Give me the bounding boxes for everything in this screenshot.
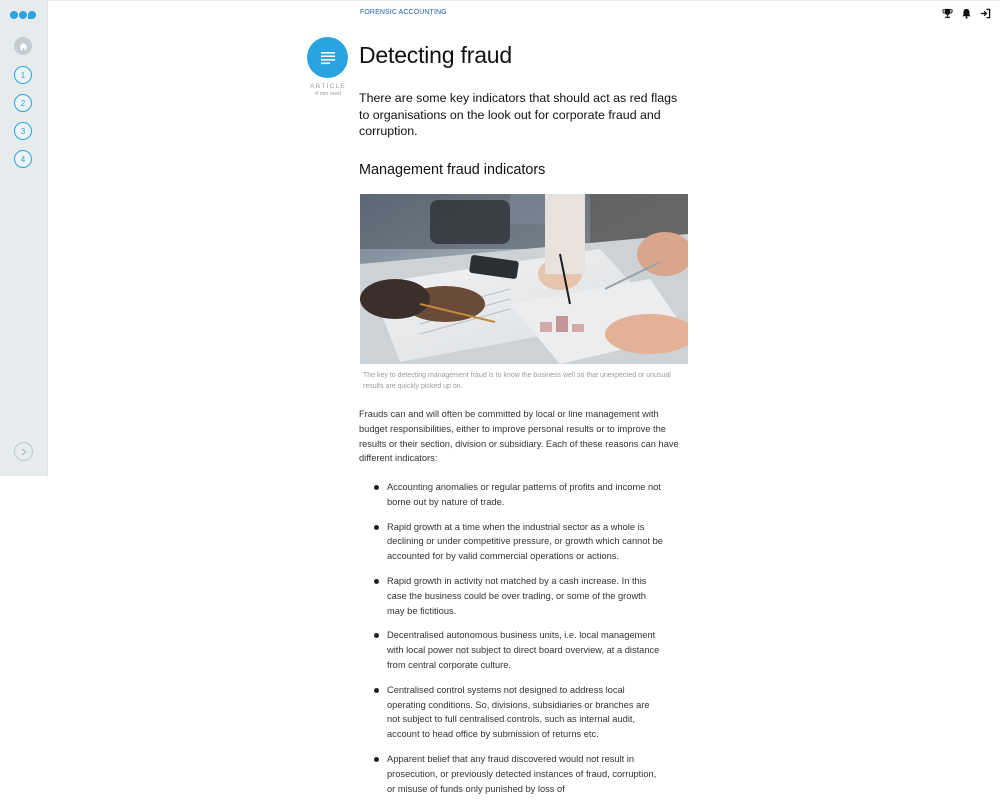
article-type-label: ARTICLE [310, 83, 346, 90]
sidebar [0, 0, 48, 476]
article-type-badge [307, 37, 348, 78]
achievements-button[interactable] [941, 7, 953, 19]
list-item: Rapid growth at a time when the industrial sector as a whole is declining or under competitive pressure, or growth which cannot be accounted for by valid commercial operations or actions. [373, 520, 663, 564]
home-button[interactable] [14, 37, 32, 55]
app-logo[interactable] [10, 11, 36, 21]
list-item: Accounting anomalies or regular patterns of profits and income not borne out by nature of trade. [373, 480, 663, 510]
home-icon [19, 42, 28, 51]
list-item: Apparent belief that any fraud discovered would not result in prosecution, or previously detected instances of fraud, corruption, or misuse of funds only punished by loss of [373, 752, 663, 796]
bell-icon [961, 8, 972, 19]
read-time: 4 min read [315, 91, 341, 97]
image-caption: The key to detecting management fraud is to know the business well so that unexpected or unusual results are quickly picked up on. [363, 372, 671, 390]
trophy-icon [942, 8, 953, 19]
header-actions [941, 7, 991, 19]
indicator-list [373, 480, 663, 796]
step-3-button[interactable]: 3 [14, 122, 32, 140]
section-heading: Management fraud indicators [359, 162, 546, 178]
notifications-button[interactable] [960, 7, 972, 19]
article-icon [320, 51, 336, 65]
logout-icon [980, 8, 991, 19]
article-lede: There are some key indicators that should act as red flags to organisations on the look out for corporate fraud and corruption. [359, 91, 678, 139]
article-hero-image [360, 194, 688, 364]
list-item: Rapid growth in activity not matched by a cash increase. In this case the business could be over trading, or some of the growth may be fictitious. [373, 574, 663, 618]
chevron-right-icon [20, 448, 28, 456]
step-4-button[interactable]: 4 [14, 150, 32, 168]
article-paragraph: Frauds can and will often be committed by local or line management with budget responsibilities, either to improve personal results or to improve the results or their section, division or subsidiary. Each of these reasons can have different indicators: [359, 409, 679, 464]
list-item: Centralised control systems not designed to address local operating conditions. So, divisions, subsidiaries or branches are not subject to full centralised controls, such as internal audit, account to head office by submission of returns etc. [373, 683, 663, 742]
expand-sidebar-button[interactable] [14, 442, 33, 461]
header-divider [47, 0, 1000, 1]
logout-button[interactable] [979, 7, 991, 19]
breadcrumb[interactable]: FORENSIC ACCOUNTING [360, 9, 447, 16]
step-1-button[interactable]: 1 [14, 66, 32, 84]
page-title: Detecting fraud [359, 42, 512, 68]
list-item: Decentralised autonomous business units, i.e. local management with local power not subject to direct board overview, at a distance from central corporate culture. [373, 628, 663, 672]
step-2-button[interactable]: 2 [14, 94, 32, 112]
